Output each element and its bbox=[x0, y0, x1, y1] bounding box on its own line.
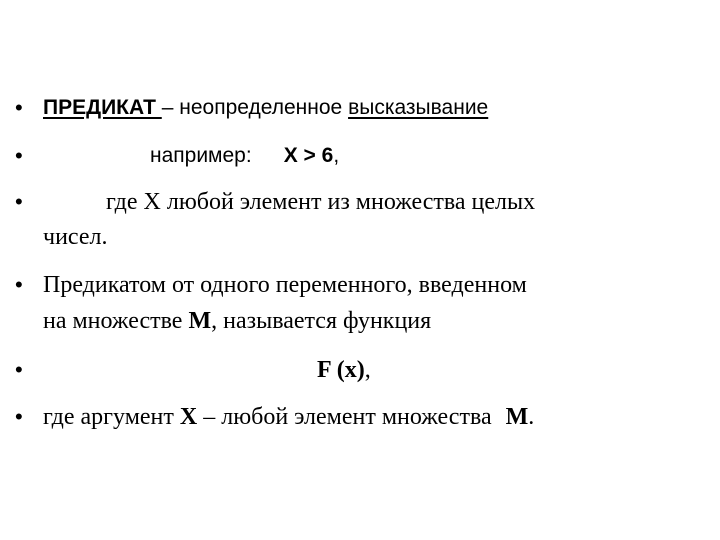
bullet-2: • bbox=[15, 143, 23, 168]
predicate-line-b bbox=[43, 307, 431, 335]
argument-pre: где аргумент bbox=[43, 404, 180, 430]
term-statement: высказывание bbox=[348, 96, 489, 119]
argument-mid: – любой элемент множества bbox=[197, 404, 498, 430]
argument-symbol-x: X bbox=[179, 404, 198, 430]
set-symbol-m: M bbox=[188, 308, 212, 334]
definition-line bbox=[43, 94, 488, 122]
function-expression: F (x) bbox=[317, 357, 365, 383]
function-line bbox=[317, 356, 371, 384]
function-comma: , bbox=[364, 357, 371, 383]
predicate-line-b-pre: на множестве bbox=[43, 308, 189, 334]
argument-set-m: M bbox=[505, 404, 529, 430]
bullet-6: • bbox=[15, 404, 23, 429]
term-predicate: ПРЕДИКАТ bbox=[43, 96, 162, 119]
example-line bbox=[150, 142, 339, 170]
argument-line bbox=[43, 403, 534, 431]
predicate-line-b-post: , называется функция bbox=[211, 308, 432, 334]
where-line-a: где X любой элемент из множества целых bbox=[106, 189, 536, 215]
bullet-3: • bbox=[15, 189, 23, 214]
where-line-b: чисел. bbox=[43, 224, 108, 250]
bullet-1: • bbox=[15, 95, 23, 120]
bullet-4: • bbox=[15, 272, 23, 297]
definition-dash: – неопределенное bbox=[161, 96, 349, 119]
example-expression: X > 6 bbox=[283, 144, 334, 167]
example-comma: , bbox=[333, 144, 340, 167]
predicate-line-a: Предикатом от одного переменного, введенном bbox=[43, 272, 527, 298]
example-prefix: например: bbox=[150, 144, 252, 167]
bullet-5: • bbox=[15, 357, 23, 382]
argument-end: . bbox=[528, 404, 535, 430]
